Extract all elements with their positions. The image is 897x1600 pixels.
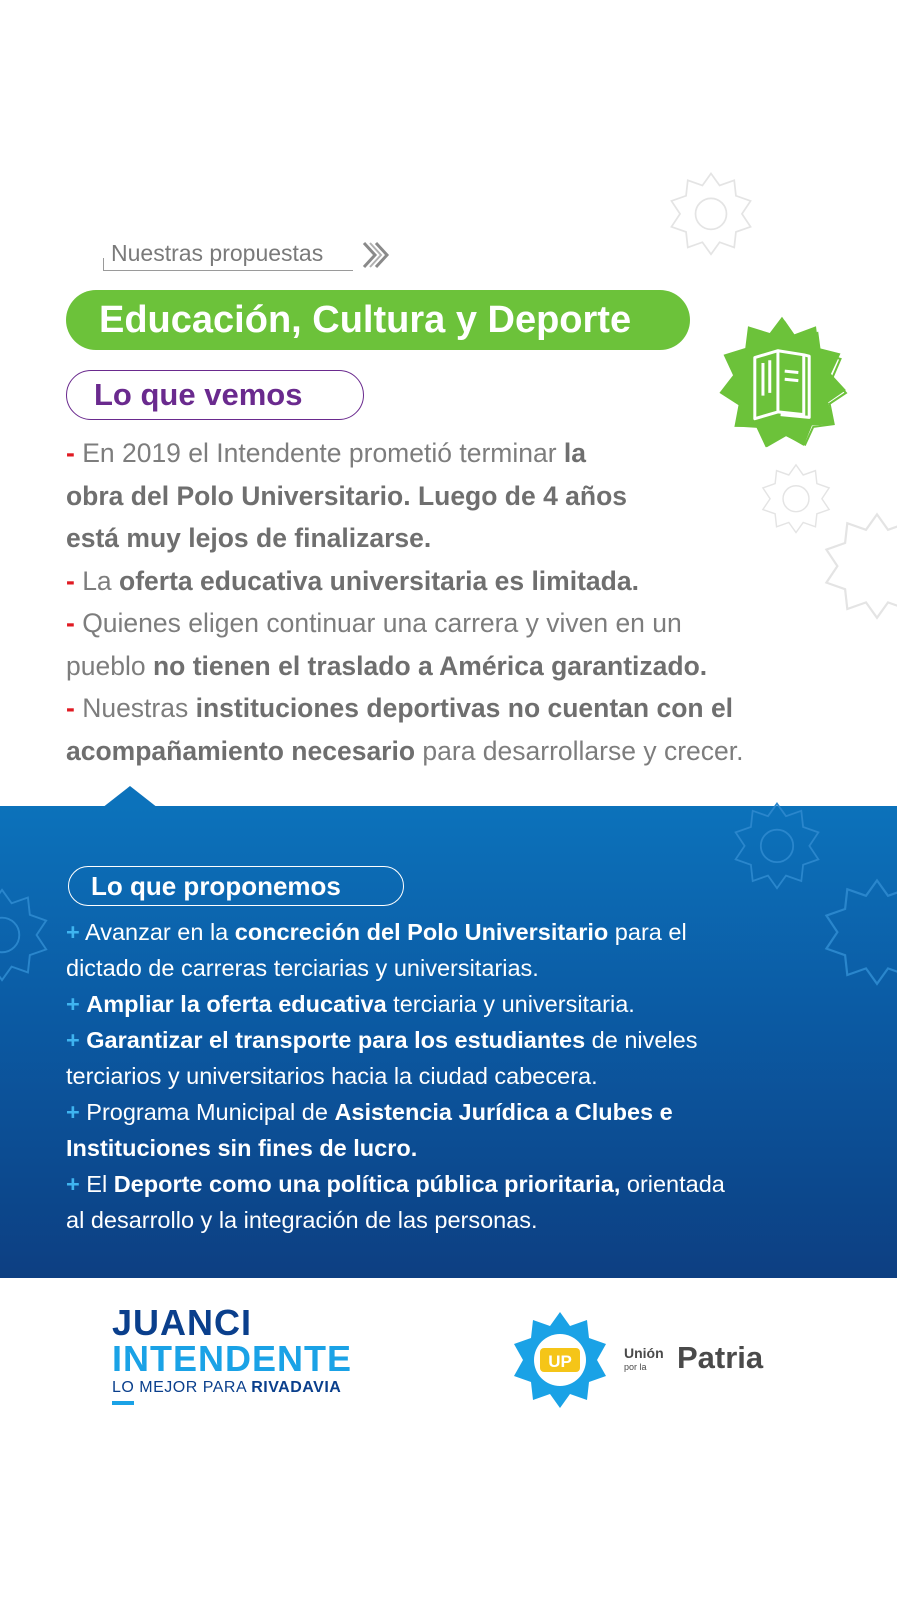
text-bold: Deporte como una política pública prioritaria, <box>113 1171 621 1197</box>
section-heading-proponemos <box>68 866 404 906</box>
logo-line-juanci: JUANCI <box>112 1302 253 1343</box>
list-item <box>66 645 866 688</box>
list-item <box>66 432 866 475</box>
text-segment: al desarrollo y la integración de las personas. <box>66 1207 538 1233</box>
text-bold: oferta educativa universitaria es limitada. <box>119 565 639 596</box>
list-item <box>66 560 866 603</box>
text-bold: no tienen el traslado a América garantizado. <box>152 650 708 681</box>
dash-marker: - <box>66 438 75 468</box>
decorative-star-icon <box>0 886 50 982</box>
up-patria-text: Patria <box>677 1340 764 1375</box>
page-title <box>66 290 690 350</box>
text-segment: pueblo <box>66 650 153 681</box>
list-item <box>66 1130 866 1166</box>
list-item <box>66 517 866 560</box>
logo-line-intendente: INTENDENTE <box>112 1338 353 1379</box>
section-heading-vemos <box>66 370 364 420</box>
page-title-text: Educación, Cultura y Deporte <box>99 298 632 341</box>
decorative-star-icon <box>732 800 822 890</box>
juanci-intendente-logo <box>112 1302 412 1405</box>
text-segment: de niveles <box>585 1027 698 1053</box>
text-bold: acompañamiento necesario <box>66 735 416 766</box>
text-segment: terciarios y universitarios hacia la ciudad cabecera. <box>66 1063 598 1089</box>
text-bold: concreción del Polo Universitario <box>234 919 609 945</box>
dash-marker: - <box>66 565 75 596</box>
plus-marker: + <box>66 991 80 1017</box>
dash-marker: - <box>66 693 75 723</box>
list-item <box>66 475 866 518</box>
vemos-list <box>66 432 866 772</box>
plus-marker: + <box>66 1027 80 1053</box>
breadcrumb <box>103 236 403 276</box>
breadcrumb-underline <box>103 270 353 271</box>
text-segment: En 2019 el Intendente prometió terminar <box>74 438 564 468</box>
text-segment: para desarrollarse y crecer. <box>415 735 744 766</box>
text-bold: está muy lejos de finalizarse. <box>66 523 432 553</box>
section-heading-vemos-text: Lo que vemos <box>94 377 303 412</box>
text-segment: para el <box>608 919 687 945</box>
list-item <box>66 1022 866 1058</box>
text-segment: Avanzar en la <box>79 919 235 945</box>
list-item <box>66 730 866 773</box>
text-segment: La <box>74 565 120 596</box>
up-badge-text: UP <box>548 1352 572 1371</box>
list-item <box>66 1166 866 1202</box>
section-notch <box>102 786 158 808</box>
logo-tagline <box>112 1377 412 1399</box>
text-segment: dictado de carreras terciarias y universitarias. <box>66 955 539 981</box>
text-bold: Ampliar la oferta educativa <box>86 991 387 1017</box>
text-bold: instituciones deportivas no cuentan con el <box>195 693 734 723</box>
chevron-right-icon <box>361 240 397 270</box>
list-item <box>66 1058 866 1094</box>
text-segment: El <box>79 1171 114 1197</box>
book-icon <box>714 314 850 450</box>
list-item <box>66 950 866 986</box>
list-item <box>66 602 866 645</box>
breadcrumb-label: Nuestras propuestas <box>111 240 324 266</box>
list-item <box>66 1094 866 1130</box>
text-segment: terciaria y universitaria. <box>386 991 635 1017</box>
proponemos-list <box>66 914 866 1238</box>
logo-underline <box>112 1401 134 1405</box>
list-item <box>66 914 866 950</box>
up-union-text: Unión <box>624 1345 664 1361</box>
text-bold: Asistencia Jurídica a Clubes e <box>334 1099 673 1125</box>
up-porla-text: por la <box>624 1362 647 1372</box>
tagline-bold: RIVADAVIA <box>251 1379 342 1396</box>
text-bold: Garantizar el transporte para los estudiantes <box>86 1027 586 1053</box>
text-segment: Programa Municipal de <box>79 1099 335 1125</box>
list-item <box>66 1202 866 1238</box>
union-por-la-patria-logo-icon <box>510 1310 610 1410</box>
text-segment: Quienes eligen continuar una carrera y viven en un <box>74 608 682 638</box>
plus-marker: + <box>66 919 80 945</box>
dash-marker: - <box>66 608 75 638</box>
text-bold: la <box>563 438 587 468</box>
plus-marker: + <box>66 1099 80 1125</box>
list-item <box>66 986 866 1022</box>
tagline-text: LO MEJOR PARA <box>112 1379 252 1396</box>
text-bold: Instituciones sin fines de lucro. <box>66 1135 418 1161</box>
text-segment: Nuestras <box>74 693 196 723</box>
plus-marker: + <box>66 1171 80 1197</box>
section-heading-proponemos-text: Lo que proponemos <box>91 870 341 901</box>
breadcrumb-tick <box>103 258 104 270</box>
decorative-star-icon <box>668 170 754 256</box>
text-bold: obra del Polo Universitario. Luego de 4 años <box>66 480 628 511</box>
list-item <box>66 687 866 730</box>
text-segment: orientada <box>620 1171 725 1197</box>
